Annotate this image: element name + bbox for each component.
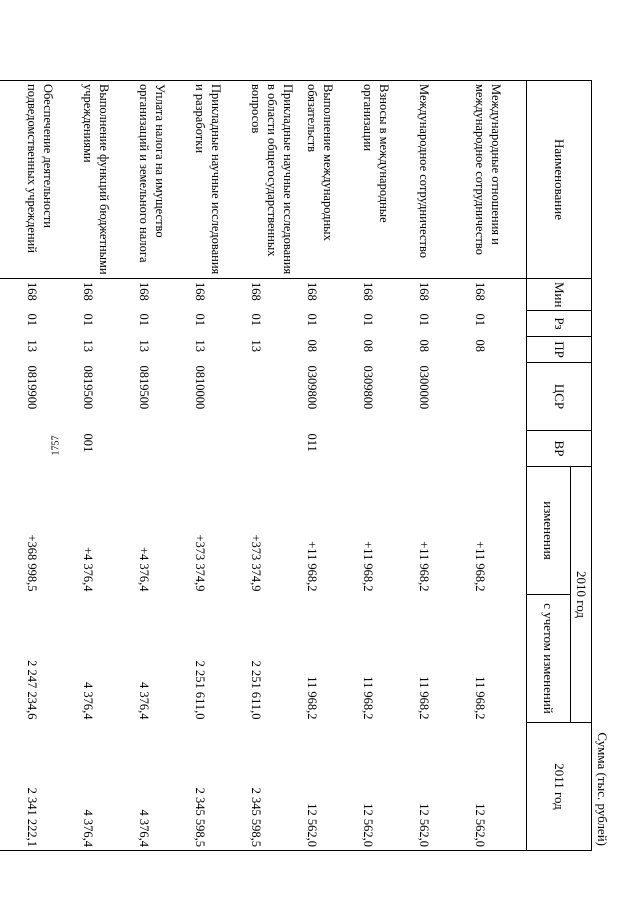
- row-min: 168: [137, 282, 152, 301]
- row-2011: 12 562,0: [414, 723, 470, 851]
- row-pr: 08: [305, 339, 320, 352]
- row-vr: [358, 431, 414, 467]
- row-with-changes: 11 968,2: [473, 676, 488, 720]
- row-csr: 0810000: [193, 365, 208, 410]
- row-with-changes: 4 376,4: [137, 682, 152, 720]
- row-min: 168: [417, 282, 432, 301]
- budget-table: [0, 80, 592, 851]
- row-name: Обеспечение деятельности подведомственных учреждений: [22, 81, 78, 279]
- header-min: Мин: [526, 279, 591, 311]
- table-body: [0, 81, 526, 851]
- header-year-2011: 2011 год: [526, 723, 591, 851]
- row-2011: 2 345 598,5: [190, 723, 246, 851]
- row-name: Прикладные научные исследования в области общегосударственных вопросов: [246, 81, 302, 279]
- row-rz: [0, 311, 22, 337]
- row-csr: [246, 363, 302, 431]
- row-name: [0, 81, 22, 279]
- table-row: [414, 81, 470, 851]
- row-rz: 01: [25, 313, 40, 326]
- row-with-changes: 2 251 611,0: [249, 660, 264, 720]
- row-csr: 0819900: [25, 365, 40, 410]
- row-rz: 01: [193, 313, 208, 326]
- row-vr: 011: [305, 433, 320, 452]
- table-header: [526, 81, 591, 851]
- row-changes: +11 968,2: [473, 541, 488, 592]
- row-changes: +11 968,2: [305, 541, 320, 592]
- row-2011: 2 345 598,5: [246, 723, 302, 851]
- row-min: 168: [305, 282, 320, 301]
- row-name: Прикладные научные исследования и разработки: [190, 81, 246, 279]
- row-vr: [470, 431, 527, 467]
- row-2011: [0, 723, 22, 851]
- row-vr: [414, 431, 470, 467]
- row-rz: 01: [473, 313, 488, 326]
- row-pr: 13: [81, 339, 96, 352]
- row-pr: 08: [473, 339, 488, 352]
- row-vr: [0, 431, 22, 467]
- row-pr: 08: [417, 339, 432, 352]
- row-rz: 01: [417, 313, 432, 326]
- row-changes: +11 968,2: [361, 541, 376, 592]
- row-name: Выполнение международных обязательств: [302, 81, 358, 279]
- row-min: 168: [25, 282, 40, 301]
- row-rz: 01: [137, 313, 152, 326]
- row-changes: +4 376,4: [81, 546, 96, 592]
- table-row: [0, 81, 22, 851]
- table-row: [246, 81, 302, 851]
- row-csr: [470, 363, 527, 431]
- row-changes: +4 376,4: [137, 546, 152, 592]
- row-name: Международное сотрудничество: [414, 81, 470, 279]
- row-min: 168: [249, 282, 264, 301]
- row-min: 168: [81, 282, 96, 301]
- row-rz: 01: [305, 313, 320, 326]
- row-changes: [0, 467, 22, 595]
- row-csr: 0819500: [81, 365, 96, 410]
- row-with-changes: 11 968,2: [361, 676, 376, 720]
- row-csr: [0, 363, 22, 431]
- table-row: [134, 81, 190, 851]
- row-vr: [134, 431, 190, 467]
- row-vr: [246, 431, 302, 467]
- row-name: Международные отношения и международное сотрудничество: [470, 81, 527, 279]
- table-row: [78, 81, 134, 851]
- header-name: Наименование: [526, 81, 591, 279]
- row-pr: [0, 337, 22, 363]
- header-changes: изменения: [526, 467, 570, 595]
- row-with-changes: 2 247 234,6: [25, 660, 40, 720]
- row-csr: 0309800: [305, 365, 320, 410]
- row-2011: 4 376,4: [134, 723, 190, 851]
- row-pr: 13: [249, 339, 264, 352]
- row-2011: 12 562,0: [470, 723, 527, 851]
- row-with-changes: 11 968,2: [417, 676, 432, 720]
- row-2011: 12 562,0: [358, 723, 414, 851]
- row-rz: 01: [81, 313, 96, 326]
- row-csr: 0300000: [417, 365, 432, 410]
- row-rz: 01: [249, 313, 264, 326]
- row-changes: +373 374,9: [193, 534, 208, 592]
- header-csr: ЦСР: [526, 363, 591, 431]
- row-name: Выполнение функций бюджетными учреждениями: [78, 81, 134, 279]
- row-with-changes: 2 251 611,0: [193, 660, 208, 720]
- row-name: Уплата налога на имущество организаций и земельного налога: [134, 81, 190, 279]
- row-csr: 0309800: [361, 365, 376, 410]
- row-min: 168: [193, 282, 208, 301]
- row-min: 168: [361, 282, 376, 301]
- row-vr: [190, 431, 246, 467]
- header-with-changes: с учетом изменений: [526, 595, 570, 723]
- header-rz: Рз: [526, 311, 591, 337]
- row-changes: +368 998,5: [25, 534, 40, 592]
- units-label: Сумма (тыс. рублей): [595, 732, 610, 846]
- row-pr: 08: [361, 339, 376, 352]
- row-2011: 12 562,0: [302, 723, 358, 851]
- row-pr: 13: [25, 339, 40, 352]
- row-pr: 13: [193, 339, 208, 352]
- row-min: 168: [473, 282, 488, 301]
- row-changes: +373 374,9: [249, 534, 264, 592]
- row-with-changes: [0, 595, 22, 723]
- row-vr: [22, 431, 78, 467]
- row-rz: 01: [361, 313, 376, 326]
- header-pr: ПР: [526, 337, 591, 363]
- row-with-changes: 11 968,2: [305, 676, 320, 720]
- table-row: [22, 81, 78, 851]
- header-year-2010: 2010 год: [570, 467, 591, 723]
- row-2011: 2 341 222,1: [22, 723, 78, 851]
- row-csr: 0819500: [137, 365, 152, 410]
- row-with-changes: 4 376,4: [81, 682, 96, 720]
- table-row: [190, 81, 246, 851]
- row-pr: 13: [137, 339, 152, 352]
- table-row: [470, 81, 527, 851]
- row-name: Взносы в международные организации: [358, 81, 414, 279]
- page-number: 1757: [50, 435, 62, 456]
- table-row: [358, 81, 414, 851]
- row-2011: 4 376,4: [78, 723, 134, 851]
- table-row: [302, 81, 358, 851]
- header-vr: ВР: [526, 431, 591, 467]
- row-vr: 001: [81, 433, 96, 453]
- row-changes: +11 968,2: [417, 541, 432, 592]
- row-min: [0, 279, 22, 311]
